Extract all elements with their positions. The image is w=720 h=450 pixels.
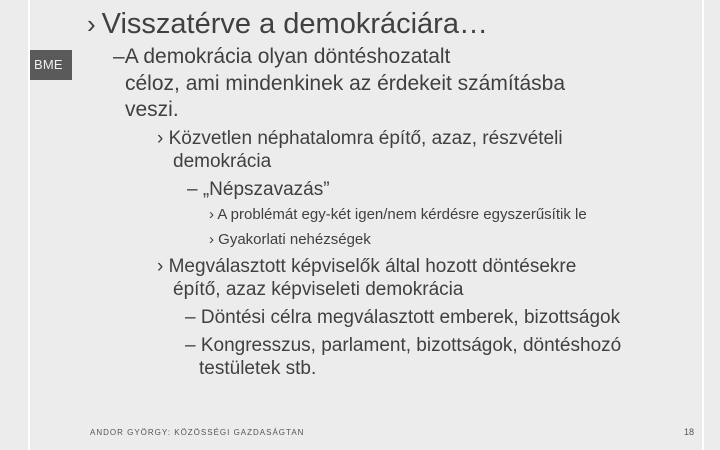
direct-democracy-line-2: demokrácia (173, 151, 272, 172)
referendum-detail-2: › Gyakorlati nehézségek (209, 231, 371, 248)
representative-sub-2-line-2: testületek stb. (199, 358, 317, 379)
referendum-detail-1: › A problémát egy-két igen/nem kérdésre egyszerűsítik le (209, 206, 587, 223)
title-text: Visszatérve a demokráciára… (101, 8, 488, 40)
direct-democracy-marker: › (157, 128, 164, 149)
representative-democracy-line-1: › Megválasztott képviselők által hozott döntésekre (157, 256, 577, 277)
direct-democracy-line-1: › Közvetlen néphatalomra építő, azaz, részvételi (157, 128, 563, 149)
page-number: 18 (684, 427, 695, 437)
main-point-line-3: veszi. (125, 98, 179, 121)
main-point-line-1: –A demokrácia olyan döntéshozatalt (113, 45, 451, 68)
slide-title (87, 8, 488, 41)
representative-democracy-marker: › (157, 256, 164, 277)
main-point-line-2: céloz, ami mindenkinek az érdekeit számításba (125, 72, 566, 95)
referendum-item: – „Népszavazás” (187, 179, 330, 200)
representative-sub-2-line-1: – Kongresszus, parlament, bizottságok, döntéshozó (185, 335, 622, 356)
right-rule (702, 0, 704, 450)
representative-democracy-line-2: építő, azaz képviseleti demokrácia (173, 279, 464, 300)
org-label: BME (34, 57, 63, 72)
footer-author: ANDOR GYÖRGY: KÖZÖSSÉGI GAZDASÁGTAN (90, 428, 305, 437)
main-point-marker: – (113, 45, 125, 68)
representative-sub-1: – Döntési célra megválasztott emberek, bizottságok (185, 307, 621, 328)
title-marker: › (87, 9, 96, 39)
